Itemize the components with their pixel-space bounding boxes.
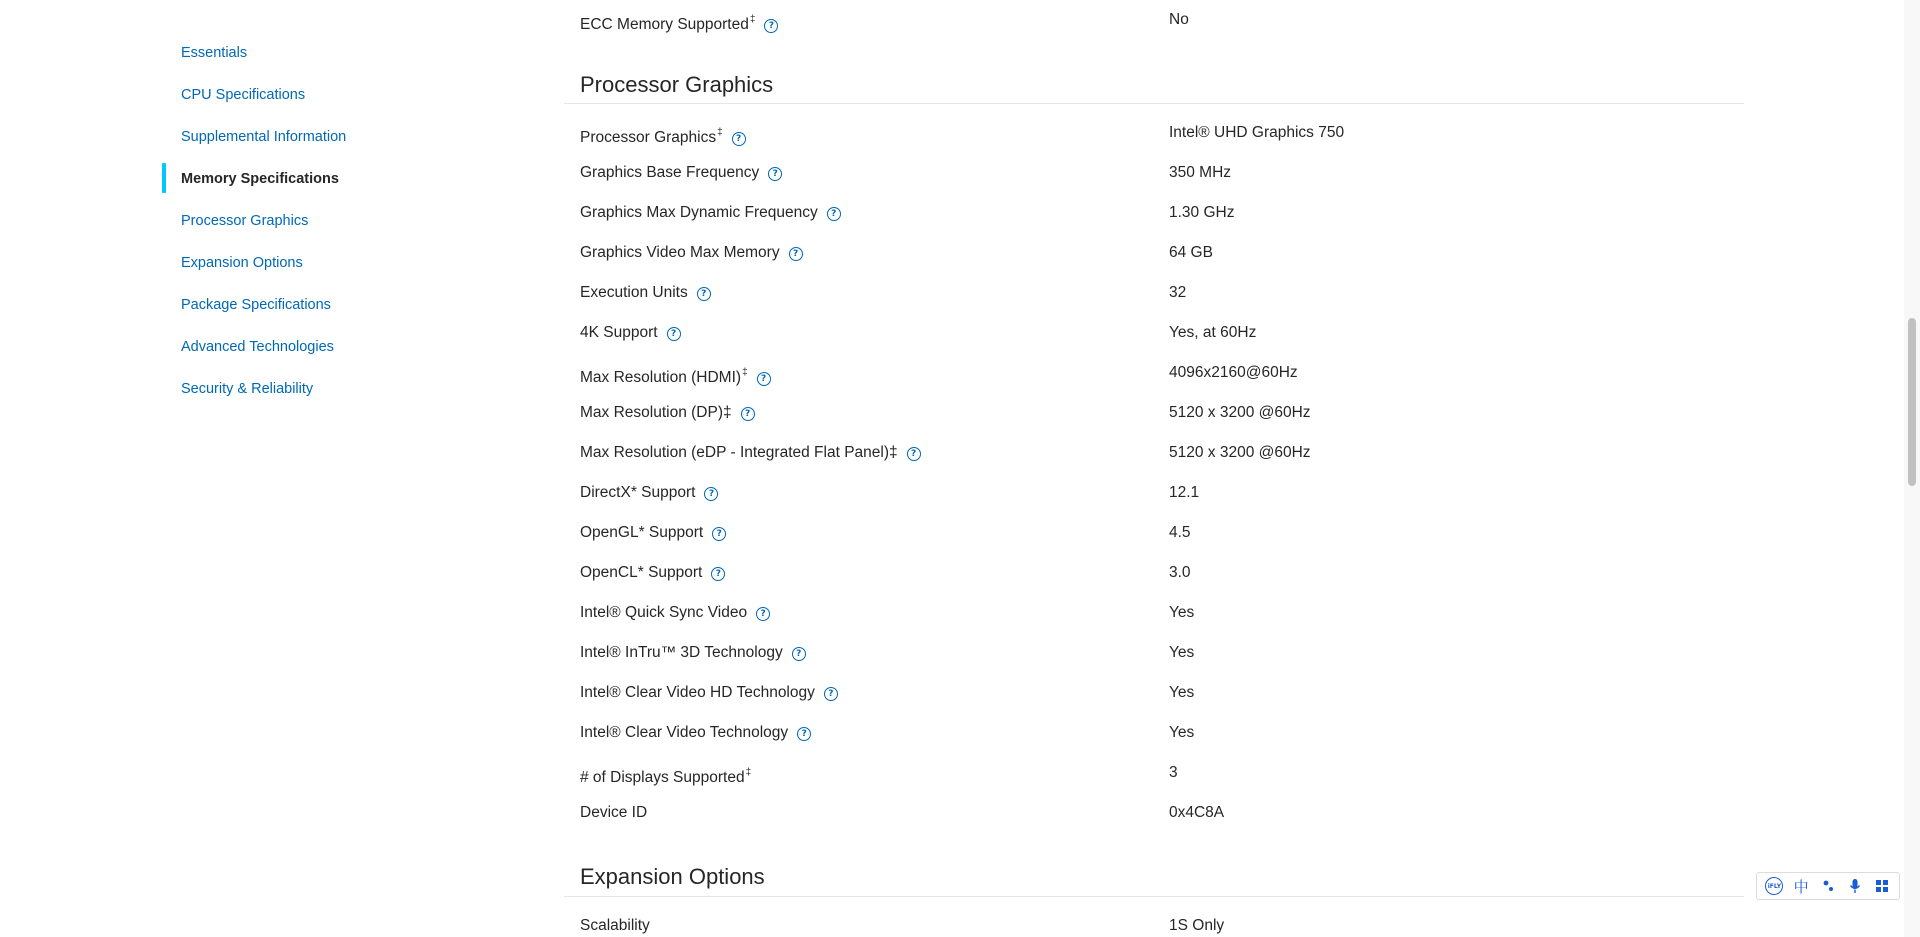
spec-row (564, 0, 1744, 40)
spec-label: Graphics Video Max Memory ? (580, 244, 803, 262)
grid-menu-icon (1875, 879, 1889, 893)
spec-label: Max Resolution (HDMI)‡? (580, 364, 771, 387)
spec-label: Max Resolution (eDP - Integrated Flat Panel)‡ ? (580, 444, 921, 462)
question-circle-icon[interactable]: ? (797, 727, 811, 741)
question-circle-icon[interactable]: ? (757, 372, 771, 386)
microphone-icon (1849, 878, 1861, 894)
spec-value: 5120 x 3200 @60Hz (1169, 404, 1311, 421)
spec-row (564, 906, 1744, 937)
spec-content (564, 0, 1744, 937)
sidebar-item-memory-specifications[interactable]: Memory Specifications (181, 171, 339, 187)
punctuation-icon (1821, 879, 1835, 893)
spec-value: 4.5 (1169, 524, 1191, 541)
question-circle-icon[interactable]: ? (827, 207, 841, 221)
section-divider (564, 103, 1744, 104)
spec-label: Scalability (580, 917, 650, 934)
ime-menu-button[interactable] (1872, 876, 1892, 896)
question-circle-icon[interactable]: ? (789, 247, 803, 261)
spec-label: DirectX* Support ? (580, 484, 718, 502)
question-circle-icon[interactable]: ? (768, 167, 782, 181)
spec-value: 3.0 (1169, 564, 1191, 581)
sidebar-item-package-specifications[interactable]: Package Specifications (181, 297, 331, 313)
question-circle-icon[interactable]: ? (697, 287, 711, 301)
spec-label: Intel® Clear Video Technology ? (580, 724, 811, 742)
spec-value: No (1169, 11, 1189, 28)
spec-row (564, 193, 1744, 233)
spec-label: Intel® InTru™ 3D Technology ? (580, 644, 806, 662)
spec-value: 350 MHz (1169, 164, 1232, 181)
spec-value: 3 (1169, 764, 1178, 781)
spec-value: Yes (1169, 724, 1195, 741)
spec-label: Max Resolution (DP)‡ ? (580, 404, 755, 422)
spec-row (564, 273, 1744, 313)
section-title-expansion-options: Expansion Options (580, 864, 765, 889)
spec-value: Yes, at 60Hz (1169, 324, 1257, 341)
ime-voice-button[interactable] (1845, 876, 1865, 896)
spec-value: 1S Only (1169, 917, 1225, 934)
spec-row (564, 393, 1744, 433)
ime-toolbar (1756, 872, 1900, 900)
ime-logo-icon: iFLY (1765, 877, 1783, 895)
sidebar-item-expansion-options[interactable]: Expansion Options (181, 255, 303, 271)
question-circle-icon[interactable]: ? (792, 647, 806, 661)
ime-language-toggle[interactable]: 中 (1793, 877, 1809, 896)
spec-value: Yes (1169, 644, 1195, 661)
spec-label: Intel® Clear Video HD Technology ? (580, 684, 838, 702)
question-circle-icon[interactable]: ? (667, 327, 681, 341)
spec-label: Graphics Max Dynamic Frequency ? (580, 204, 841, 222)
sidebar-item-advanced-technologies[interactable]: Advanced Technologies (181, 339, 334, 355)
spec-row (564, 753, 1744, 793)
spec-value: 32 (1169, 284, 1187, 301)
question-circle-icon[interactable]: ? (704, 487, 718, 501)
spec-value: Yes (1169, 604, 1195, 621)
spec-value: 4096x2160@60Hz (1169, 364, 1298, 381)
spec-value: 64 GB (1169, 244, 1213, 261)
sidebar-item-security-reliability[interactable]: Security & Reliability (181, 381, 314, 397)
spec-value: 0x4C8A (1169, 804, 1225, 821)
spec-label: 4K Support ? (580, 324, 681, 342)
question-circle-icon[interactable]: ? (732, 132, 746, 146)
ime-punctuation-button[interactable] (1818, 876, 1838, 896)
spec-label: Graphics Base Frequency ? (580, 164, 782, 182)
active-indicator (162, 163, 166, 193)
spec-label: ECC Memory Supported‡? (580, 11, 778, 34)
spec-row (564, 473, 1744, 513)
spec-label: Processor Graphics‡? (580, 124, 746, 147)
spec-row (564, 233, 1744, 273)
spec-row (564, 593, 1744, 633)
spec-value: 12.1 (1169, 484, 1200, 501)
question-circle-icon[interactable]: ? (711, 567, 725, 581)
spec-row (564, 633, 1744, 673)
spec-row (564, 513, 1744, 553)
question-circle-icon[interactable]: ? (824, 687, 838, 701)
question-circle-icon[interactable]: ? (741, 407, 755, 421)
sidebar-item-supplemental-information[interactable]: Supplemental Information (181, 129, 347, 145)
question-circle-icon[interactable]: ? (756, 607, 770, 621)
spec-label: Intel® Quick Sync Video ? (580, 604, 770, 622)
question-circle-icon[interactable]: ? (712, 527, 726, 541)
spec-label: Execution Units ? (580, 284, 711, 302)
spec-label: OpenGL* Support ? (580, 524, 726, 542)
spec-value: 1.30 GHz (1169, 204, 1235, 221)
spec-row (564, 353, 1744, 393)
spec-value: Yes (1169, 684, 1195, 701)
sidebar-item-essentials[interactable]: Essentials (181, 45, 248, 61)
sidebar-item-cpu-specifications[interactable]: CPU Specifications (181, 87, 306, 103)
spec-row (564, 113, 1744, 153)
vertical-scrollbar[interactable] (1904, 0, 1920, 937)
spec-row (564, 713, 1744, 753)
spec-label: Device ID (580, 804, 648, 821)
sidebar-nav (0, 0, 520, 937)
spec-row (564, 313, 1744, 353)
spec-label: OpenCL* Support ? (580, 564, 725, 582)
question-circle-icon[interactable]: ? (764, 19, 778, 33)
spec-value: Intel® UHD Graphics 750 (1169, 124, 1345, 141)
spec-row (564, 553, 1744, 593)
section-title-processor-graphics: Processor Graphics (580, 72, 774, 97)
spec-row (564, 153, 1744, 193)
question-circle-icon[interactable]: ? (907, 447, 921, 461)
spec-label: # of Displays Supported‡ (580, 767, 752, 786)
ime-logo-button[interactable] (1764, 876, 1784, 896)
spec-row (564, 793, 1744, 833)
section-divider (564, 896, 1744, 897)
scrollbar-thumb[interactable] (1908, 318, 1916, 486)
spec-row (564, 433, 1744, 473)
spec-value: 5120 x 3200 @60Hz (1169, 444, 1311, 461)
spec-row (564, 673, 1744, 713)
sidebar-item-processor-graphics[interactable]: Processor Graphics (181, 213, 309, 229)
